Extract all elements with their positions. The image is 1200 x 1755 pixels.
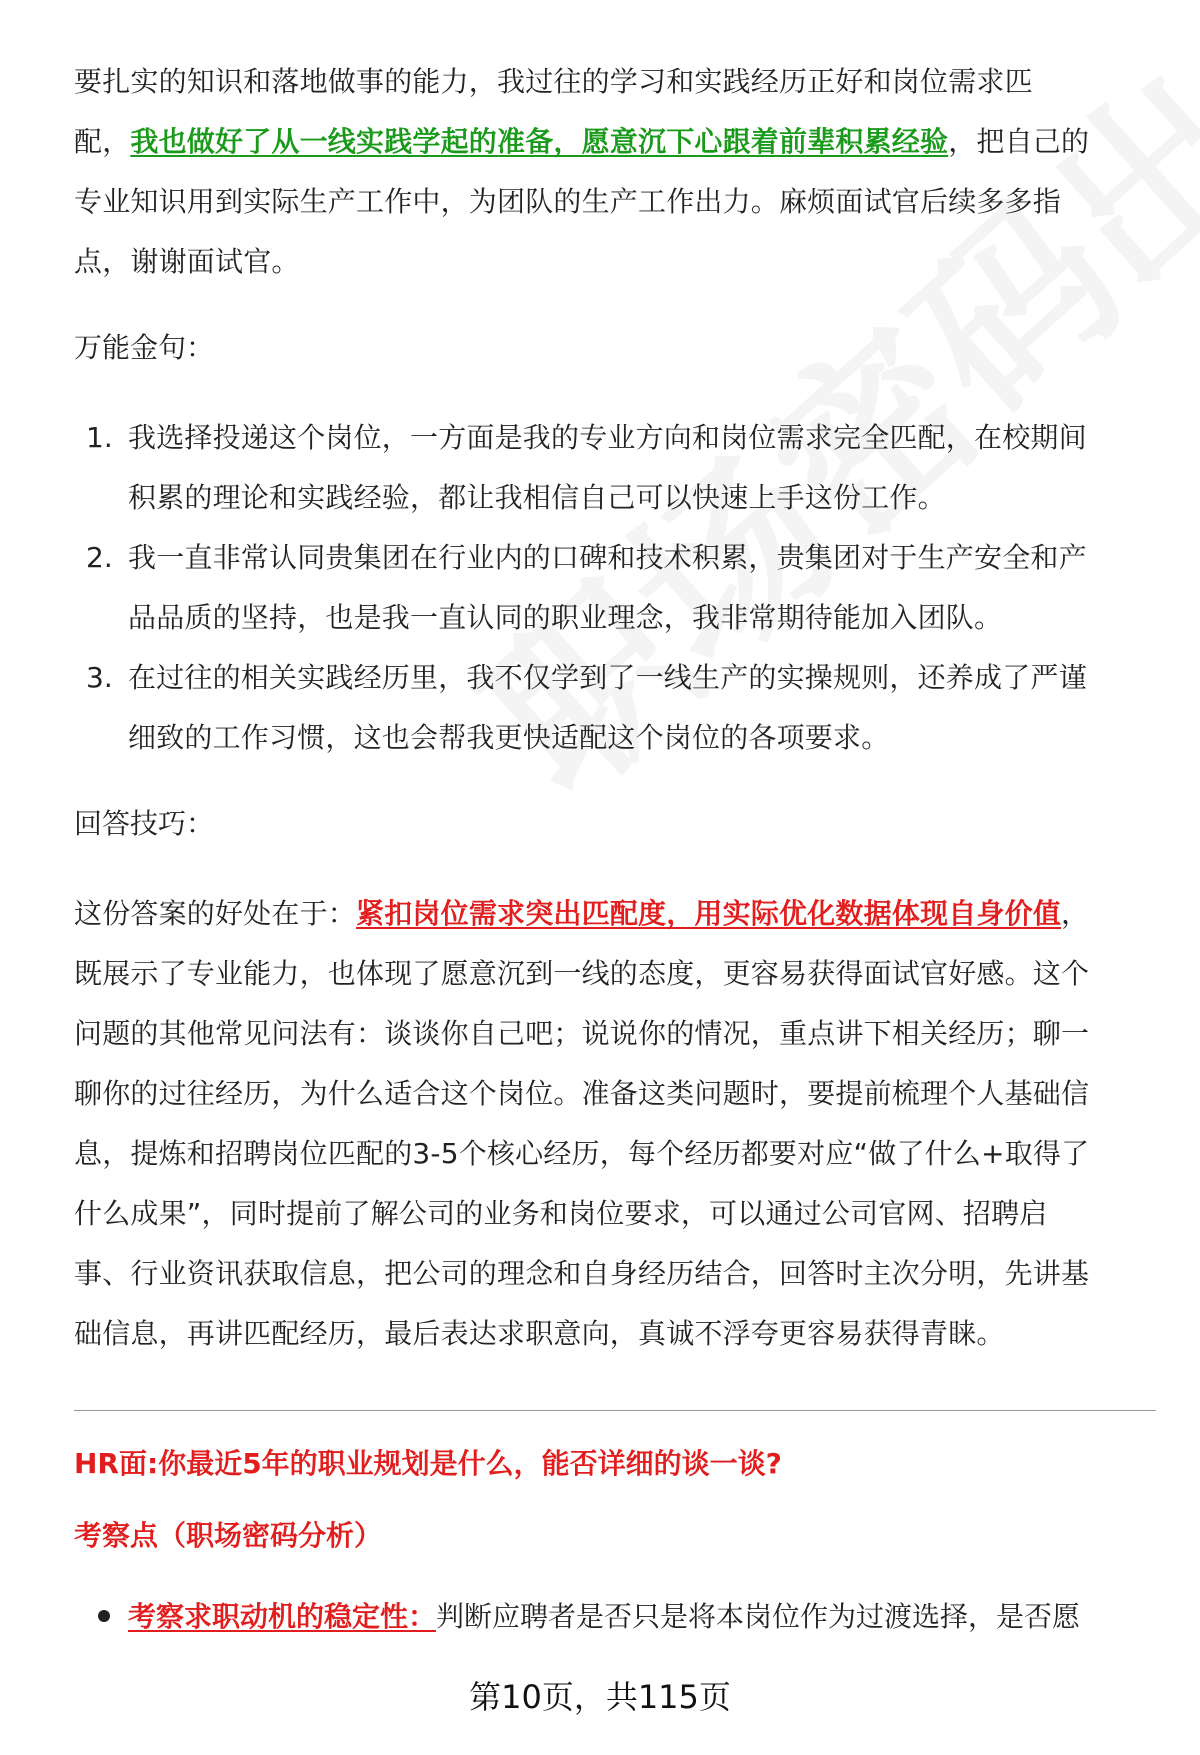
tips-label: 回答技巧： [74,807,215,840]
paragraph-line [74,884,1089,944]
paragraph-line: 聊你的过往经历，为什么适合这个岗位。准备这类问题时，要提前梳理个人基础信 [74,1077,1090,1110]
green-highlight: 我也做好了从一线实践学起的准备，愿意沉下心跟着前辈积累经验 [130,125,949,158]
golden-sentences-label: 万能金句： [74,331,215,364]
paragraph-line: 问题的其他常见问法有：谈谈你自己吧；说说你的情况，重点讲下相关经历；聊一 [74,1017,1090,1050]
red-highlight: 紧扣岗位需求突出匹配度，用实际优化数据体现自身价值 [356,897,1062,930]
list-line: 品品质的坚持，也是我一直认同的职业理念，我非常期待能加入团队。 [128,601,1003,634]
red-highlight: 考察求职动机的稳定性： [128,1600,437,1633]
list-line: 在过往的相关实践经历里，我不仅学到了一线生产的实操规则，还养成了严谨 [128,661,1087,694]
list-line: 我一直非常认同贵集团在行业内的口碑和技术积累，贵集团对于生产安全和产 [128,541,1087,574]
paragraph-line: 要扎实的知识和落地做事的能力，我过往的学习和实践经历正好和岗位需求匹 [74,65,1033,98]
paragraph-text: 判断应聘者是否只是将本岗位作为过渡选择，是否愿 [436,1600,1081,1633]
list-item [74,648,1154,768]
list-item [74,528,1154,648]
paragraph-line: 专业知识用到实际生产工作中，为团队的生产工作出力。麻烦面试官后续多多指 [74,185,1062,218]
list-line: 积累的理论和实践经验，都让我相信自己可以快速上手这份工作。 [128,481,946,514]
paragraph-text: ， [1061,897,1090,930]
golden-sentences-list [74,408,1154,768]
paragraph-line: 息，提炼和招聘岗位匹配的3-5个核心经历，每个经历都要对应“做了什么+取得了 [74,1137,1090,1170]
intro-paragraph [74,52,1089,292]
hr-question-heading: HR面:你最近5年的职业规划是什么，能否详细的谈一谈? [74,1447,782,1480]
paragraph-line [74,112,1089,172]
paragraph-line: 事、行业资讯获取信息，把公司的理念和自身经历结合，回答时主次分明，先讲基 [74,1257,1090,1290]
list-number: 1. [86,421,113,454]
list-number: 2. [86,541,113,574]
analysis-heading: 考察点（职场密码分析） [74,1519,383,1552]
paragraph-text: 配， [74,125,131,158]
tips-paragraph [74,884,1089,1364]
paragraph-line: 点，谢谢面试官。 [74,245,300,278]
section-divider [74,1410,1156,1411]
list-line: 我选择投递这个岗位，一方面是我的专业方向和岗位需求完全匹配，在校期间 [128,421,1087,454]
list-line: 细致的工作习惯，这也会帮我更快适配这个岗位的各项要求。 [128,721,890,754]
paragraph-text: 这份答案的好处在于： [74,897,357,930]
paragraph-line: 础信息，再讲匹配经历，最后表达求职意向，真诚不浮夸更容易获得青睐。 [74,1317,1005,1350]
list-number: 3. [86,661,113,694]
paragraph-line: 既展示了专业能力，也体现了愿意沉到一线的态度，更容易获得面试官好感。这个 [74,957,1090,990]
bullet-text [128,1587,1080,1647]
paragraph-text: ，把自己的 [948,125,1090,158]
page-footer: 第10页，共115页 [469,1678,731,1716]
paragraph-line: 什么成果”，同时提前了解公司的业务和岗位要求，可以通过公司官网、招聘启 [74,1197,1048,1230]
list-item [74,408,1154,528]
bullet-dot-icon [98,1610,110,1622]
